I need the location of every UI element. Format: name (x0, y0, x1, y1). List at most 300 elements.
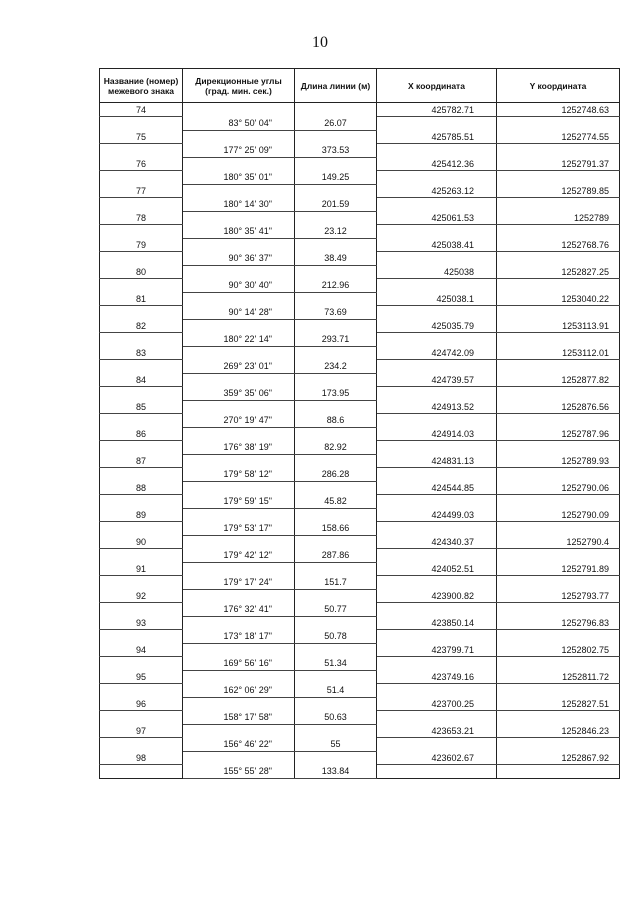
empty-cell (497, 576, 620, 590)
empty-cell (497, 738, 620, 752)
y-coordinate: 1252787.96 (497, 427, 620, 441)
y-coordinate: 1252774.55 (497, 130, 620, 144)
empty-cell (377, 414, 497, 428)
x-coordinate: 423900.82 (377, 589, 497, 603)
direction-angle: 83° 50' 04" (183, 117, 295, 131)
empty-cell (183, 211, 295, 225)
y-coordinate: 1253113.91 (497, 319, 620, 333)
empty-cell (377, 198, 497, 212)
empty-cell (497, 144, 620, 158)
point-row (100, 346, 620, 360)
direction-angle: 179° 58' 12" (183, 468, 295, 482)
empty-cell (295, 724, 377, 738)
empty-cell (100, 630, 183, 644)
line-length: 151.7 (295, 576, 377, 590)
empty-cell (183, 562, 295, 576)
empty-cell (100, 333, 183, 347)
empty-cell (183, 589, 295, 603)
empty-cell (100, 765, 183, 779)
empty-cell (497, 414, 620, 428)
x-coordinate: 424913.52 (377, 400, 497, 414)
segment-row (100, 684, 620, 698)
empty-cell (100, 684, 183, 698)
empty-cell (295, 373, 377, 387)
segment-row (100, 279, 620, 293)
mark-number: 89 (100, 508, 183, 522)
empty-cell (183, 157, 295, 171)
line-length: 287.86 (295, 549, 377, 563)
empty-cell (100, 711, 183, 725)
empty-cell (497, 171, 620, 185)
segment-row (100, 603, 620, 617)
empty-cell (377, 603, 497, 617)
point-row (100, 238, 620, 252)
point-row (100, 751, 620, 765)
line-length: 51.34 (295, 657, 377, 671)
point-row (100, 454, 620, 468)
mark-number: 87 (100, 454, 183, 468)
empty-cell (100, 495, 183, 509)
empty-cell (295, 157, 377, 171)
y-coordinate: 1252867.92 (497, 751, 620, 765)
empty-cell (100, 252, 183, 266)
mark-number: 74 (100, 103, 183, 117)
empty-cell (295, 400, 377, 414)
x-coordinate: 424499.03 (377, 508, 497, 522)
empty-cell (183, 292, 295, 306)
point-row (100, 697, 620, 711)
line-length: 133.84 (295, 765, 377, 779)
empty-cell (377, 387, 497, 401)
empty-cell (497, 630, 620, 644)
x-coordinate: 425061.53 (377, 211, 497, 225)
empty-cell (100, 225, 183, 239)
x-coordinate: 425035.79 (377, 319, 497, 333)
empty-cell (295, 589, 377, 603)
empty-cell (295, 427, 377, 441)
direction-angle: 359° 35' 06" (183, 387, 295, 401)
line-length: 38.49 (295, 252, 377, 266)
empty-cell (100, 279, 183, 293)
point-row (100, 427, 620, 441)
empty-cell (497, 711, 620, 725)
y-coordinate: 1252789.93 (497, 454, 620, 468)
empty-cell (295, 103, 377, 117)
empty-cell (183, 616, 295, 630)
point-row (100, 157, 620, 171)
line-length: 50.77 (295, 603, 377, 617)
point-row (100, 481, 620, 495)
empty-cell (100, 441, 183, 455)
empty-cell (183, 427, 295, 441)
empty-cell (183, 535, 295, 549)
empty-cell (295, 508, 377, 522)
empty-cell (100, 738, 183, 752)
mark-number: 76 (100, 157, 183, 171)
page-number: 10 (312, 34, 328, 51)
segment-row (100, 765, 620, 779)
mark-number: 93 (100, 616, 183, 630)
segment-row (100, 522, 620, 536)
empty-cell (377, 549, 497, 563)
empty-cell (377, 360, 497, 374)
empty-cell (295, 292, 377, 306)
empty-cell (100, 387, 183, 401)
x-coordinate: 425412.36 (377, 157, 497, 171)
empty-cell (377, 522, 497, 536)
point-row (100, 400, 620, 414)
empty-cell (100, 171, 183, 185)
empty-cell (183, 319, 295, 333)
empty-cell (377, 684, 497, 698)
line-length: 55 (295, 738, 377, 752)
line-length: 73.69 (295, 306, 377, 320)
empty-cell (183, 454, 295, 468)
y-coordinate: 1253112.01 (497, 346, 620, 360)
y-coordinate: 1252790.06 (497, 481, 620, 495)
x-coordinate: 423602.67 (377, 751, 497, 765)
empty-cell (295, 670, 377, 684)
segment-row (100, 117, 620, 131)
empty-cell (377, 252, 497, 266)
empty-cell (377, 468, 497, 482)
segment-row (100, 252, 620, 266)
empty-cell (295, 319, 377, 333)
empty-cell (183, 481, 295, 495)
empty-cell (100, 657, 183, 671)
mark-number: 95 (100, 670, 183, 684)
header-mark: Название (номер) межевого знака (100, 69, 183, 103)
empty-cell (100, 144, 183, 158)
empty-cell (100, 522, 183, 536)
empty-cell (183, 670, 295, 684)
empty-cell (497, 198, 620, 212)
empty-cell (295, 184, 377, 198)
mark-number: 75 (100, 130, 183, 144)
direction-angle: 180° 35' 41" (183, 225, 295, 239)
point-row (100, 535, 620, 549)
empty-cell (497, 495, 620, 509)
empty-cell (183, 373, 295, 387)
mark-number: 79 (100, 238, 183, 252)
y-coordinate: 1252790.4 (497, 535, 620, 549)
empty-cell (497, 360, 620, 374)
mark-number: 77 (100, 184, 183, 198)
line-length: 173.95 (295, 387, 377, 401)
x-coordinate: 423653.21 (377, 724, 497, 738)
empty-cell (100, 360, 183, 374)
segment-row (100, 711, 620, 725)
segment-row (100, 225, 620, 239)
segment-row (100, 630, 620, 644)
segment-row (100, 549, 620, 563)
empty-cell (295, 265, 377, 279)
mark-number: 85 (100, 400, 183, 414)
mark-number: 94 (100, 643, 183, 657)
table-body (100, 103, 620, 779)
empty-cell (100, 306, 183, 320)
line-length: 234.2 (295, 360, 377, 374)
empty-cell (295, 535, 377, 549)
y-coordinate: 1252846.23 (497, 724, 620, 738)
empty-cell (497, 333, 620, 347)
segment-row (100, 441, 620, 455)
empty-cell (183, 643, 295, 657)
direction-angle: 270° 19' 47" (183, 414, 295, 428)
empty-cell (183, 724, 295, 738)
segment-row (100, 414, 620, 428)
segment-row (100, 306, 620, 320)
segment-row (100, 198, 620, 212)
empty-cell (100, 117, 183, 131)
empty-cell (183, 238, 295, 252)
empty-cell (100, 576, 183, 590)
point-row (100, 643, 620, 657)
mark-number: 88 (100, 481, 183, 495)
y-coordinate: 1252748.63 (497, 103, 620, 117)
y-coordinate: 1252827.51 (497, 697, 620, 711)
y-coordinate: 1252796.83 (497, 616, 620, 630)
empty-cell (295, 751, 377, 765)
direction-angle: 156° 46' 22" (183, 738, 295, 752)
empty-cell (377, 333, 497, 347)
empty-cell (497, 765, 620, 779)
empty-cell (295, 454, 377, 468)
x-coordinate: 425782.71 (377, 103, 497, 117)
empty-cell (183, 265, 295, 279)
empty-cell (497, 468, 620, 482)
point-row (100, 589, 620, 603)
mark-number: 91 (100, 562, 183, 576)
line-length: 82.92 (295, 441, 377, 455)
y-coordinate: 1252791.37 (497, 157, 620, 171)
line-length: 23.12 (295, 225, 377, 239)
x-coordinate: 423749.16 (377, 670, 497, 684)
point-row (100, 319, 620, 333)
y-coordinate: 1252802.75 (497, 643, 620, 657)
segment-row (100, 576, 620, 590)
direction-angle: 162° 06' 29" (183, 684, 295, 698)
empty-cell (497, 252, 620, 266)
empty-cell (377, 117, 497, 131)
line-length: 293.71 (295, 333, 377, 347)
empty-cell (183, 346, 295, 360)
direction-angle: 176° 32' 41" (183, 603, 295, 617)
mark-number: 86 (100, 427, 183, 441)
y-coordinate: 1253040.22 (497, 292, 620, 306)
empty-cell (295, 697, 377, 711)
x-coordinate: 423799.71 (377, 643, 497, 657)
empty-cell (497, 522, 620, 536)
segment-row (100, 468, 620, 482)
direction-angle: 155° 55' 28" (183, 765, 295, 779)
point-row (100, 670, 620, 684)
empty-cell (497, 441, 620, 455)
y-coordinate: 1252876.56 (497, 400, 620, 414)
line-length: 51.4 (295, 684, 377, 698)
mark-number: 78 (100, 211, 183, 225)
empty-cell (377, 225, 497, 239)
empty-cell (295, 211, 377, 225)
empty-cell (377, 279, 497, 293)
empty-cell (377, 144, 497, 158)
x-coordinate: 424739.57 (377, 373, 497, 387)
line-length: 45.82 (295, 495, 377, 509)
empty-cell (295, 238, 377, 252)
empty-cell (183, 103, 295, 117)
y-coordinate: 1252789.85 (497, 184, 620, 198)
x-coordinate: 423700.25 (377, 697, 497, 711)
y-coordinate: 1252791.89 (497, 562, 620, 576)
y-coordinate: 1252827.25 (497, 265, 620, 279)
empty-cell (497, 549, 620, 563)
empty-cell (183, 184, 295, 198)
empty-cell (295, 130, 377, 144)
empty-cell (295, 643, 377, 657)
x-coordinate: 425785.51 (377, 130, 497, 144)
x-coordinate: 425038.41 (377, 238, 497, 252)
empty-cell (377, 738, 497, 752)
direction-angle: 179° 17' 24" (183, 576, 295, 590)
header-length: Длина линии (м) (295, 69, 377, 103)
mark-number: 96 (100, 697, 183, 711)
empty-cell (497, 684, 620, 698)
segment-row (100, 144, 620, 158)
y-coordinate: 1252811.72 (497, 670, 620, 684)
segment-row (100, 495, 620, 509)
mark-number: 81 (100, 292, 183, 306)
point-row (100, 292, 620, 306)
line-length: 373.53 (295, 144, 377, 158)
x-coordinate: 424831.13 (377, 454, 497, 468)
line-length: 212.96 (295, 279, 377, 293)
direction-angle: 269° 23' 01" (183, 360, 295, 374)
empty-cell (183, 697, 295, 711)
point-row (100, 103, 620, 117)
table-header-row (100, 69, 620, 103)
line-length: 158.66 (295, 522, 377, 536)
point-row (100, 184, 620, 198)
point-row (100, 562, 620, 576)
direction-angle: 180° 14' 30" (183, 198, 295, 212)
direction-angle: 179° 53' 17" (183, 522, 295, 536)
direction-angle: 180° 35' 01" (183, 171, 295, 185)
mark-number: 83 (100, 346, 183, 360)
empty-cell (295, 481, 377, 495)
empty-cell (100, 414, 183, 428)
empty-cell (295, 346, 377, 360)
header-angle: Дирекционные углы (град. мин. сек.) (183, 69, 295, 103)
line-length: 88.6 (295, 414, 377, 428)
y-coordinate: 1252793.77 (497, 589, 620, 603)
empty-cell (377, 441, 497, 455)
header-y: Y координата (497, 69, 620, 103)
mark-number: 82 (100, 319, 183, 333)
x-coordinate: 423850.14 (377, 616, 497, 630)
empty-cell (377, 765, 497, 779)
segment-row (100, 360, 620, 374)
direction-angle: 180° 22' 14" (183, 333, 295, 347)
empty-cell (377, 657, 497, 671)
x-coordinate: 425263.12 (377, 184, 497, 198)
point-row (100, 373, 620, 387)
empty-cell (100, 468, 183, 482)
empty-cell (377, 711, 497, 725)
mark-number: 84 (100, 373, 183, 387)
empty-cell (377, 576, 497, 590)
empty-cell (377, 495, 497, 509)
mark-number: 90 (100, 535, 183, 549)
empty-cell (100, 198, 183, 212)
line-length: 149.25 (295, 171, 377, 185)
direction-angle: 169° 56' 16" (183, 657, 295, 671)
empty-cell (497, 603, 620, 617)
x-coordinate: 424340.37 (377, 535, 497, 549)
empty-cell (183, 400, 295, 414)
direction-angle: 176° 38' 19" (183, 441, 295, 455)
point-row (100, 616, 620, 630)
line-length: 201.59 (295, 198, 377, 212)
point-row (100, 130, 620, 144)
empty-cell (377, 306, 497, 320)
segment-row (100, 738, 620, 752)
empty-cell (183, 751, 295, 765)
header-x: X координата (377, 69, 497, 103)
y-coordinate: 1252768.76 (497, 238, 620, 252)
point-row (100, 724, 620, 738)
y-coordinate: 1252877.82 (497, 373, 620, 387)
x-coordinate: 424742.09 (377, 346, 497, 360)
mark-number: 80 (100, 265, 183, 279)
line-length: 50.63 (295, 711, 377, 725)
empty-cell (497, 117, 620, 131)
x-coordinate: 424914.03 (377, 427, 497, 441)
direction-angle: 177° 25' 09" (183, 144, 295, 158)
segment-row (100, 657, 620, 671)
empty-cell (295, 562, 377, 576)
empty-cell (100, 549, 183, 563)
line-length: 50.78 (295, 630, 377, 644)
direction-angle: 90° 30' 40" (183, 279, 295, 293)
empty-cell (497, 279, 620, 293)
empty-cell (497, 225, 620, 239)
line-length: 26.07 (295, 117, 377, 131)
empty-cell (183, 508, 295, 522)
direction-angle: 179° 42' 12" (183, 549, 295, 563)
y-coordinate: 1252790.09 (497, 508, 620, 522)
direction-angle: 179° 59' 15" (183, 495, 295, 509)
direction-angle: 90° 36' 37" (183, 252, 295, 266)
line-length: 286.28 (295, 468, 377, 482)
empty-cell (497, 657, 620, 671)
segment-row (100, 171, 620, 185)
x-coordinate: 424052.51 (377, 562, 497, 576)
empty-cell (497, 387, 620, 401)
empty-cell (377, 171, 497, 185)
empty-cell (295, 616, 377, 630)
direction-angle: 158° 17' 58" (183, 711, 295, 725)
empty-cell (377, 630, 497, 644)
direction-angle: 90° 14' 28" (183, 306, 295, 320)
empty-cell (183, 130, 295, 144)
point-row (100, 265, 620, 279)
direction-angle: 173° 18' 17" (183, 630, 295, 644)
y-coordinate: 1252789 (497, 211, 620, 225)
x-coordinate: 425038 (377, 265, 497, 279)
segment-row (100, 387, 620, 401)
segment-row (100, 333, 620, 347)
mark-number: 98 (100, 751, 183, 765)
